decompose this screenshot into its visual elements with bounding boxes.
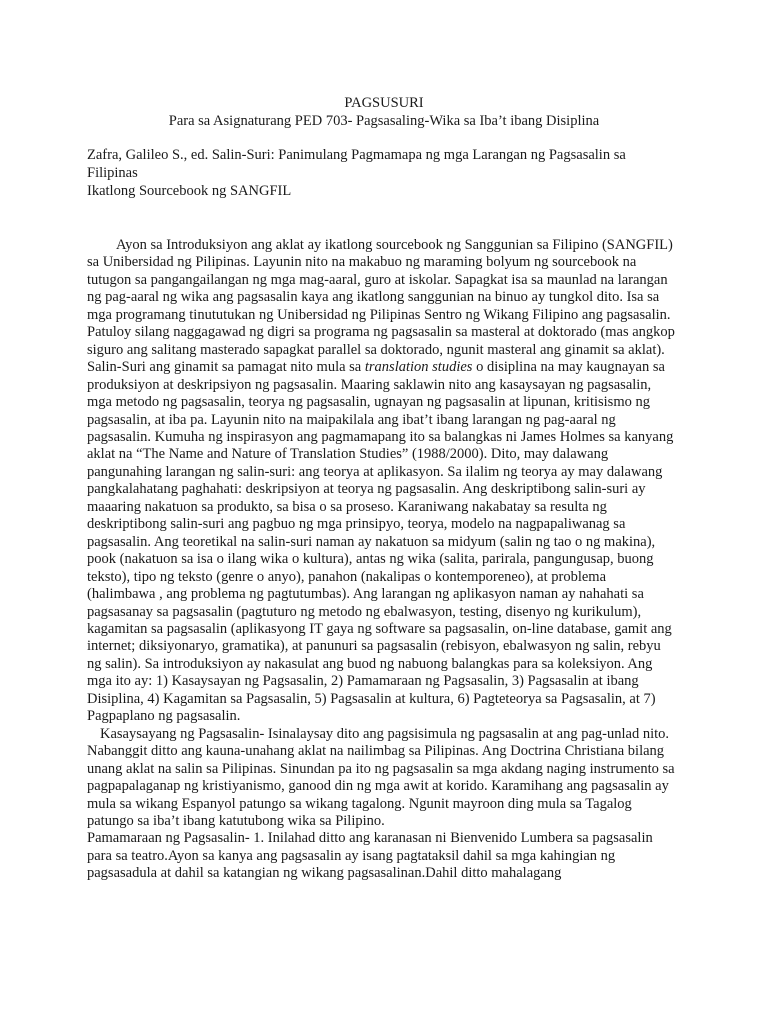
paragraph-introduction — [87, 237, 677, 726]
italic-term: translation studies — [364, 359, 473, 376]
paragraph-pamamaraan: Pamamaraan ng Pagsasalin- 1. Inilahad ditto ang karanasan ni Bienvenido Lumbera sa pagsasalin para sa teatro.Ayon sa kanya ang pagsasalin ay isang pagtataksil dahil sa mga kahingian ng pagsasadula at dahil sa katangian ng wikang pagsasalinan.Dahil ditto mahalagang — [87, 830, 653, 882]
text-run: Ayon sa Introduksiyon ang aklat ay ikatlong sourcebook ng Sanggunian sa Filipino (SANGFIL) sa Unibersidad ng Pilipinas. Layunin nito na makabuo ng maraming bolyum ng sourcebook na tutugon sa pangangailangan ng mga mag-aaral, guro at iskolar. Sapagkat isa sa maunlad na larangan ng pag-aaral ng wika ang pagsasalin kaya ang ikatlong sanggunian na binuo ay tungkol dito. Isa sa mga programang tinututukan ng Unibersidad ng Pilipinas Sentro ng Wikang Filipino ang pagsasalin. Patuloy silang naggagawad ng digri sa programa ng pagsasalin sa masteral at doktorado (mas angkop siguro ang salitang masterado sapagkat parallel sa doktorado, ngunit masteral ang ginamit sa aklat). Salin-Suri ang ginamit sa pamagat nito mula sa — [87, 237, 675, 376]
text-run: o disiplina na may kaugnayan sa produksiyon at deskripsiyon ng pagsasalin. Maaring saklawin nito ang kasaysayan ng pagsasalin, mga metodo ng pagsasalin, teorya ng pagsasalin, ugnayan ng pagsasalin at lipunan, kritisismo ng pagsasalin, at iba pa. Layunin nito na maipakilala ang ibat’t ibang larangan ng pag-aaral ng pagsasalin. Kumuha ng inspirasyon ang pagmamapang ito sa balangkas ni James Holmes sa kanyang aklat na “The Name and Nature of Translation Studies” (1988/2000). Dito, may dalawang pangunahing larangan ng salin-suri: ang teorya at aplikasyon. Sa ilalim ng teorya ay may dalawang pangkalahatang paghahati: deskripsiyon at teorya ng pagsasalin. Ang deskriptibong salin-suri ay maaaring nakatuon sa produkto, sa bisa o sa proseso. Karaniwang nakabatay sa resulta ng deskriptibong salin-suri ang pagbuo ng mga prinsipyo, teorya, modelo na nagpapaliwanag sa pagsasalin. Ang teoretikal na salin-suri naman ay nakatuon sa midyum (salin ng tao o ng makina), pook (nakatuon sa isa o ilang wika o kultura), antas ng wika (salita, parirala, pangungusap, buong teksto), tipo ng teksto (genre o anyo), panahon (nakalipas o kontemporeneo), at problema (halimbawa , ang problema ng pagtutumbas). Ang larangan ng aplikasyon naman ay nahahati sa pagsasanay sa pagsasalin (pagtuturo ng metodo ng ebalwasyon, testing, disenyo ng kurikulum), kagamitan sa pagsasalin (aplikasyong IT gaya ng software sa pagsasalin, on-line database, gamit ang internet; diksiyonaryo, gramatika), at panunuri sa pagsasalin (rebisyon, ebalwasyon ng salin, rebyu ng salin). Sa introduksiyon ay nakasulat ang buod ng nabuong balangkas para sa koleksiyon. Ang mga ito ay: 1) Kasaysayan ng Pagsasalin, 2) Pamamaraan ng Pagsasalin, 3) Pagsasalin at ibang Disiplina, 4) Kagamitan sa Pagsasalin, 5) Pagsasalin at kultura, 6) Pagteteorya sa Pagsasalin, at 7) Pagpaplano ng pagsasalin. — [87, 359, 674, 725]
body-text — [87, 237, 677, 883]
citation-line: Zafra, Galileo S., ed. Salin-Suri: Panimulang Pagmamapa ng mga Larangan ng Pagsasalin sa Filipinas — [87, 147, 626, 181]
citation-line: Ikatlong Sourcebook ng SANGFIL — [87, 183, 292, 199]
citation-block — [87, 146, 677, 200]
document-title: PAGSUSURI — [344, 95, 424, 111]
document-subtitle: Para sa Asignaturang PED 703- Pagsasaling-Wika sa Iba’t ibang Disiplina — [168, 113, 600, 129]
paragraph-kasaysayan: Kasaysayang ng Pagsasalin- Isinalaysay dito ang pagsisimula ng pagsasalin at ang pag-unlad nito. Nabanggit ditto ang kauna-unahang aklat na nailimbag sa Pilipinas. Ang Doctrina Christiana bilang unang aklat na salin sa Pilipinas. Sinundan pa ito ng pagsasalin sa mga akdang naging instrumento sa pagpapalaganap ng kristiyanismo, ganood din ng mga awit at korido. Karamihang ang pagsasalin ay mula sa wikang Espanyol patungo sa wikang tagalong. Ngunit mayroon ding mula sa Tagalog patungo sa iba’t ibang katutubong wika sa Pilipino. — [87, 725, 675, 829]
